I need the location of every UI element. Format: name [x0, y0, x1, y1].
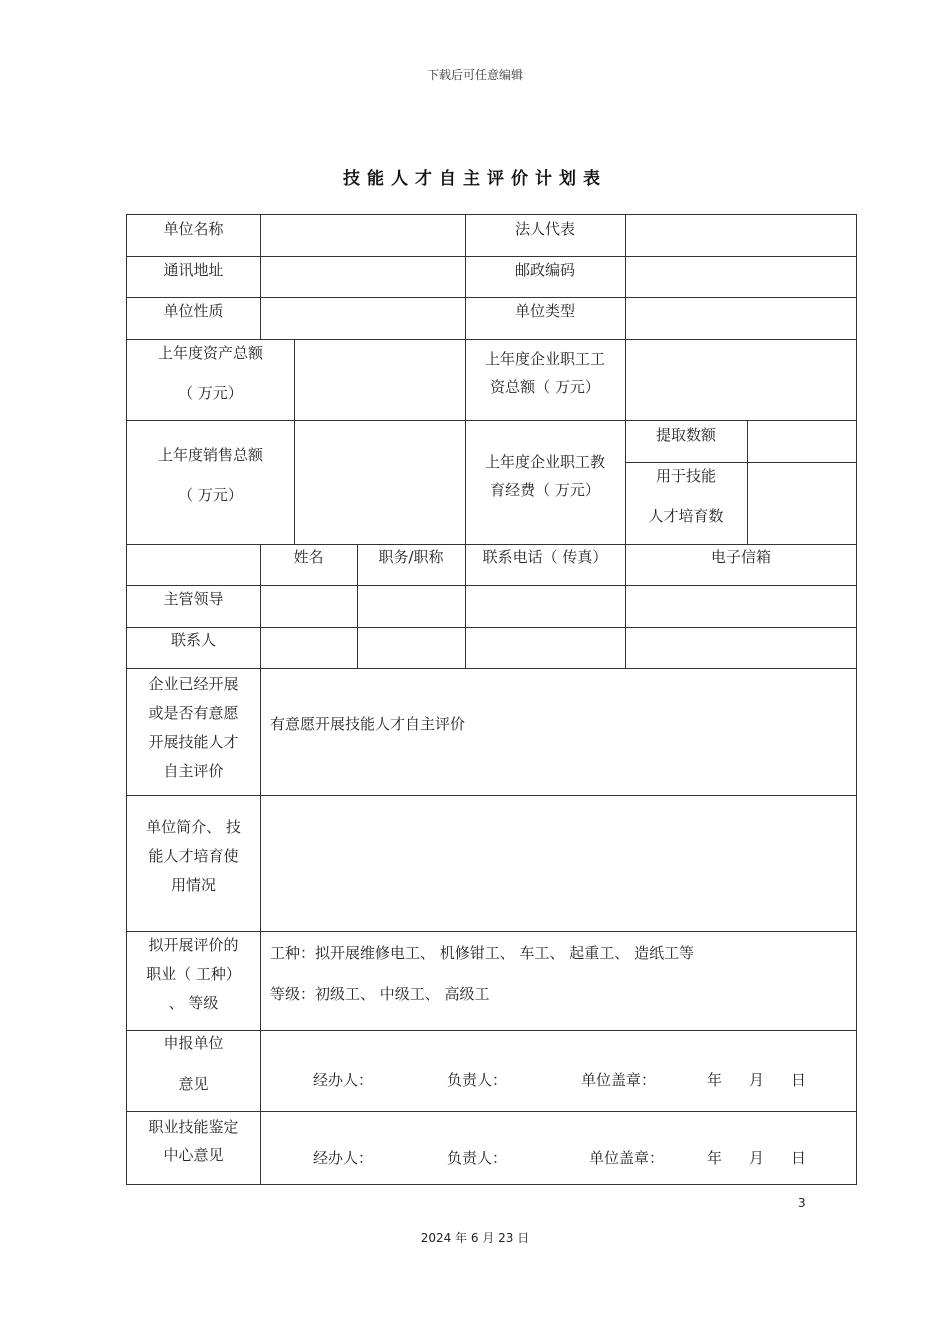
col-name-header: 姓名 [293, 548, 324, 566]
row-divider [127, 668, 857, 669]
intro-label-line: 单位简介、 技 [146, 818, 241, 836]
center-month: 月 [749, 1149, 765, 1167]
edu-label-line1: 上年度企业职工教 [484, 453, 605, 471]
wages-label-line1: 上年度企业职工工 [484, 350, 605, 368]
row-divider [127, 627, 857, 628]
address-label: 通讯地址 [163, 261, 224, 279]
intent-label-line: 或是否有意愿 [148, 704, 239, 722]
assets-label-line1: 上年度资产总额 [157, 344, 263, 362]
col-divider [747, 420, 748, 544]
unit-nature-label: 单位性质 [163, 302, 224, 320]
footer-date: 2024 年 6 月 23 日 [420, 1231, 530, 1245]
intro-label [127, 813, 260, 900]
center-handler: 经办人： [313, 1149, 374, 1167]
row-divider [127, 1030, 857, 1031]
postcode-label: 邮政编码 [514, 261, 575, 279]
edu-label-line2: 育经费（ 万元） [490, 481, 600, 499]
row-divider [127, 256, 857, 257]
intent-label [127, 670, 260, 786]
col-divider [260, 215, 261, 339]
apply-seal: 单位盖章： [581, 1071, 657, 1089]
row-divider [127, 339, 857, 340]
sales-label-line2: （ 万元） [178, 486, 243, 504]
center-day: 日 [791, 1149, 807, 1167]
assets-label-line2: （ 万元） [178, 384, 243, 402]
form-table [126, 214, 857, 1185]
apply-label-line2: 意见 [178, 1075, 209, 1093]
intent-label-line: 开展技能人才 [148, 733, 239, 751]
row-divider [127, 1111, 857, 1112]
col-phone-header: 联系电话（ 传真） [482, 548, 608, 566]
apply-label-line1: 申报单位 [163, 1034, 224, 1052]
intent-value: 有意愿开展技能人才自主评价 [270, 715, 466, 733]
center-year: 年 [707, 1149, 723, 1167]
page-number: 3 [798, 1196, 806, 1210]
legal-rep-label: 法人代表 [514, 220, 575, 238]
contact-label: 联系人 [170, 631, 216, 649]
unit-name-label: 单位名称 [163, 220, 224, 238]
occupation-label [127, 931, 260, 1018]
header-note: 下载后可任意编辑 [426, 68, 523, 82]
col-email-header: 电子信箱 [710, 548, 771, 566]
row-divider [127, 795, 857, 796]
skill-use-label-line2: 人才培育数 [648, 507, 724, 525]
wages-label-line2: 资总额（ 万元） [490, 378, 600, 396]
occupation-label-line: 、 等级 [168, 994, 219, 1012]
occupation-levels: 等级：初级工、 中级工、 高级工 [270, 985, 490, 1003]
apply-day: 日 [791, 1071, 807, 1089]
apply-month: 月 [749, 1071, 765, 1089]
center-label-line2: 中心意见 [163, 1146, 224, 1164]
occupation-label-line: 拟开展评价的 [148, 936, 239, 954]
row-divider [127, 585, 857, 586]
intent-label-line: 自主评价 [163, 762, 224, 780]
center-label-line1: 职业技能鉴定 [148, 1118, 239, 1136]
col-divider [465, 215, 466, 668]
col-divider [294, 339, 295, 544]
apply-handler: 经办人： [313, 1071, 374, 1089]
intro-label-line: 能人才培育使 [148, 847, 239, 865]
col-divider [260, 544, 261, 1185]
col-position-header: 职务/职称 [378, 548, 444, 566]
sales-label-line1: 上年度销售总额 [157, 446, 263, 464]
extract-label: 提取数额 [655, 426, 716, 444]
page-title: 技能人才自主评价计划表 [343, 169, 607, 189]
unit-type-label: 单位类型 [514, 302, 575, 320]
occupation-label-line: 职业（ 工种） [146, 965, 241, 983]
skill-use-label-line1: 用于技能 [655, 467, 716, 485]
leader-label: 主管领导 [163, 590, 224, 608]
row-divider [127, 297, 857, 298]
row-divider [127, 544, 857, 545]
center-seal: 单位盖章： [589, 1149, 665, 1167]
intro-label-line: 用情况 [170, 876, 216, 894]
center-responsible: 负责人： [447, 1149, 508, 1167]
occupation-types: 工种：拟开展维修电工、 机修钳工、 车工、 起重工、 造纸工等 [270, 944, 695, 962]
apply-responsible: 负责人： [447, 1071, 508, 1089]
row-divider [625, 462, 857, 463]
apply-year: 年 [707, 1071, 723, 1089]
intent-label-line: 企业已经开展 [148, 675, 239, 693]
